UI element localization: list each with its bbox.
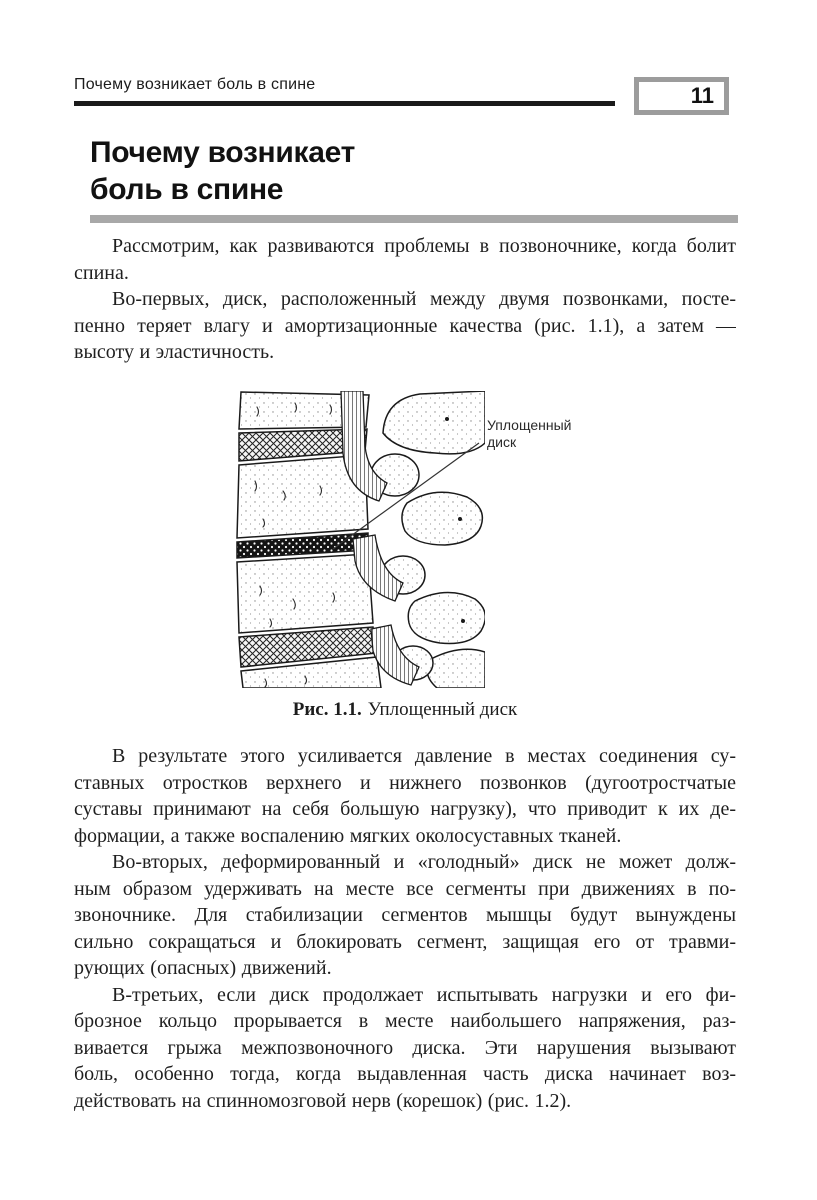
text-line: вивается грыжа межпозвоночного диска. Эти нарушения вызывают xyxy=(74,1036,736,1059)
text-line: звоночнике. Для стабилизации сегментов мышцы будут вынуждены xyxy=(74,904,736,926)
text-line: ставных отростков верхнего и нижнего позвонков (дугоотростчатые xyxy=(74,771,736,794)
text-line: спина. xyxy=(74,261,129,284)
page-number-box xyxy=(634,77,729,115)
figure-1-1 xyxy=(235,391,600,688)
paragraph xyxy=(74,233,736,286)
title-rule xyxy=(90,215,738,223)
paragraph xyxy=(74,849,736,982)
figure-caption xyxy=(74,699,736,721)
chapter-title-line-1: Почему возникает xyxy=(90,136,355,169)
text-line: высоту и эластичность. xyxy=(74,341,275,363)
caption-text: Уплощенный диск xyxy=(367,699,518,720)
header-rule xyxy=(74,101,615,106)
text-line: рующих (опасных) движений. xyxy=(74,957,332,979)
chapter-title xyxy=(90,134,355,208)
text-line: сильно сокращаться и блокировать сегмент, защищая его от травми- xyxy=(74,930,736,953)
text-line: брозное кольцо прорывается в месте наибольшего напряжения, раз- xyxy=(74,1010,736,1032)
paragraph xyxy=(74,982,736,1115)
text-line: Во-первых, диск, расположенный между двумя позвонками, посте- xyxy=(112,288,736,310)
body-text-bottom xyxy=(74,743,736,1114)
spine-illustration xyxy=(235,391,485,688)
text-line: пенно теряет влагу и амортизационные качества (рис. 1.1), а затем — xyxy=(74,314,736,337)
text-line: Рассмотрим, как развиваются проблемы в позвоночнике, когда болит xyxy=(112,235,736,257)
text-line: В результате этого усиливается давление в местах соединения су- xyxy=(112,745,736,767)
body-text-top xyxy=(74,233,736,366)
running-title: Почему возникает боль в спине xyxy=(74,76,316,93)
text-line: боль, особенно тогда, когда выдавленная часть диска начинает воз- xyxy=(74,1063,736,1085)
text-line: формации, а также воспалению мягких околосуставных тканей. xyxy=(74,824,622,847)
paragraph xyxy=(74,743,736,849)
chapter-title-line-2: боль в спине xyxy=(90,173,284,206)
page-number: 11 xyxy=(690,83,714,108)
text-line: Во-вторых, деформированный и «голодный» диск не может долж- xyxy=(112,851,736,873)
figure-label xyxy=(487,417,571,451)
text-line: суставы принимают на себя большую нагрузку), что приводит к их де- xyxy=(74,798,736,820)
caption-number: Рис. 1.1. xyxy=(292,699,362,720)
text-line: ным образом удерживать на месте все сегменты при движениях в по- xyxy=(74,877,736,900)
paragraph xyxy=(74,286,736,366)
text-line: действовать на спинномозговой нерв (корешок) (рис. 1.2). xyxy=(74,1089,572,1112)
figure-label-line-2: диск xyxy=(487,434,517,450)
figure-label-line-1: Уплощенный xyxy=(487,417,572,433)
text-line: В-третьих, если диск продолжает испытывать нагрузки и его фи- xyxy=(112,983,736,1006)
